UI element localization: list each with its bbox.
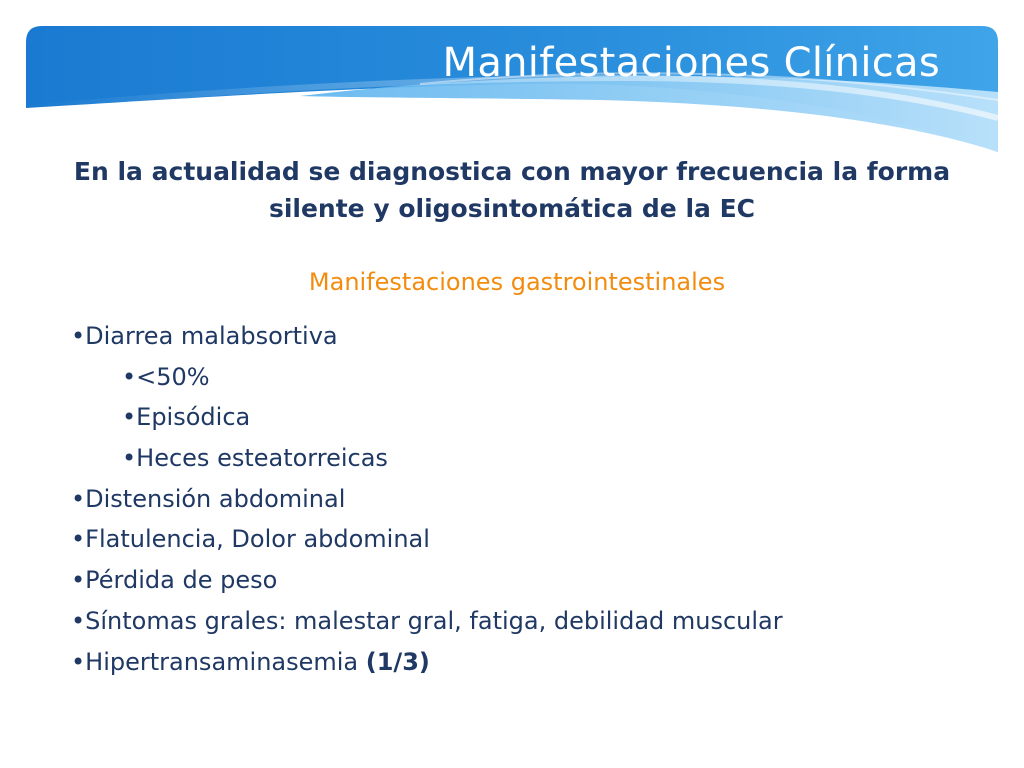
list-item-emphasis: (1/3) — [365, 647, 430, 676]
list-item: •Diarrea malabsortiva — [71, 322, 338, 350]
list-item: •Pérdida de peso — [71, 566, 278, 595]
list-item: •Flatulencia, Dolor abdominal — [71, 525, 430, 554]
list-item: •Síntomas grales: malestar gral, fatiga, debilidad muscular — [71, 606, 783, 635]
list-item: •Heces esteatorreicas — [122, 444, 388, 473]
intro-line-1: En la actualidad se diagnostica con mayor frecuencia la forma — [73, 157, 951, 186]
symptom-list — [71, 316, 783, 682]
intro-text — [60, 153, 964, 227]
list-item: •Distensión abdominal — [71, 484, 346, 513]
list-item — [71, 642, 783, 683]
intro-line-2: silente y oligosintomática de la EC — [268, 194, 756, 223]
list-item: •Episódica — [122, 403, 251, 432]
page-title: Manifestaciones Clínicas — [442, 40, 940, 86]
list-item: •<50% — [122, 362, 210, 391]
section-heading: Manifestaciones gastrointestinales — [308, 268, 726, 296]
list-item-text: •Hipertransaminasemia — [71, 647, 366, 676]
